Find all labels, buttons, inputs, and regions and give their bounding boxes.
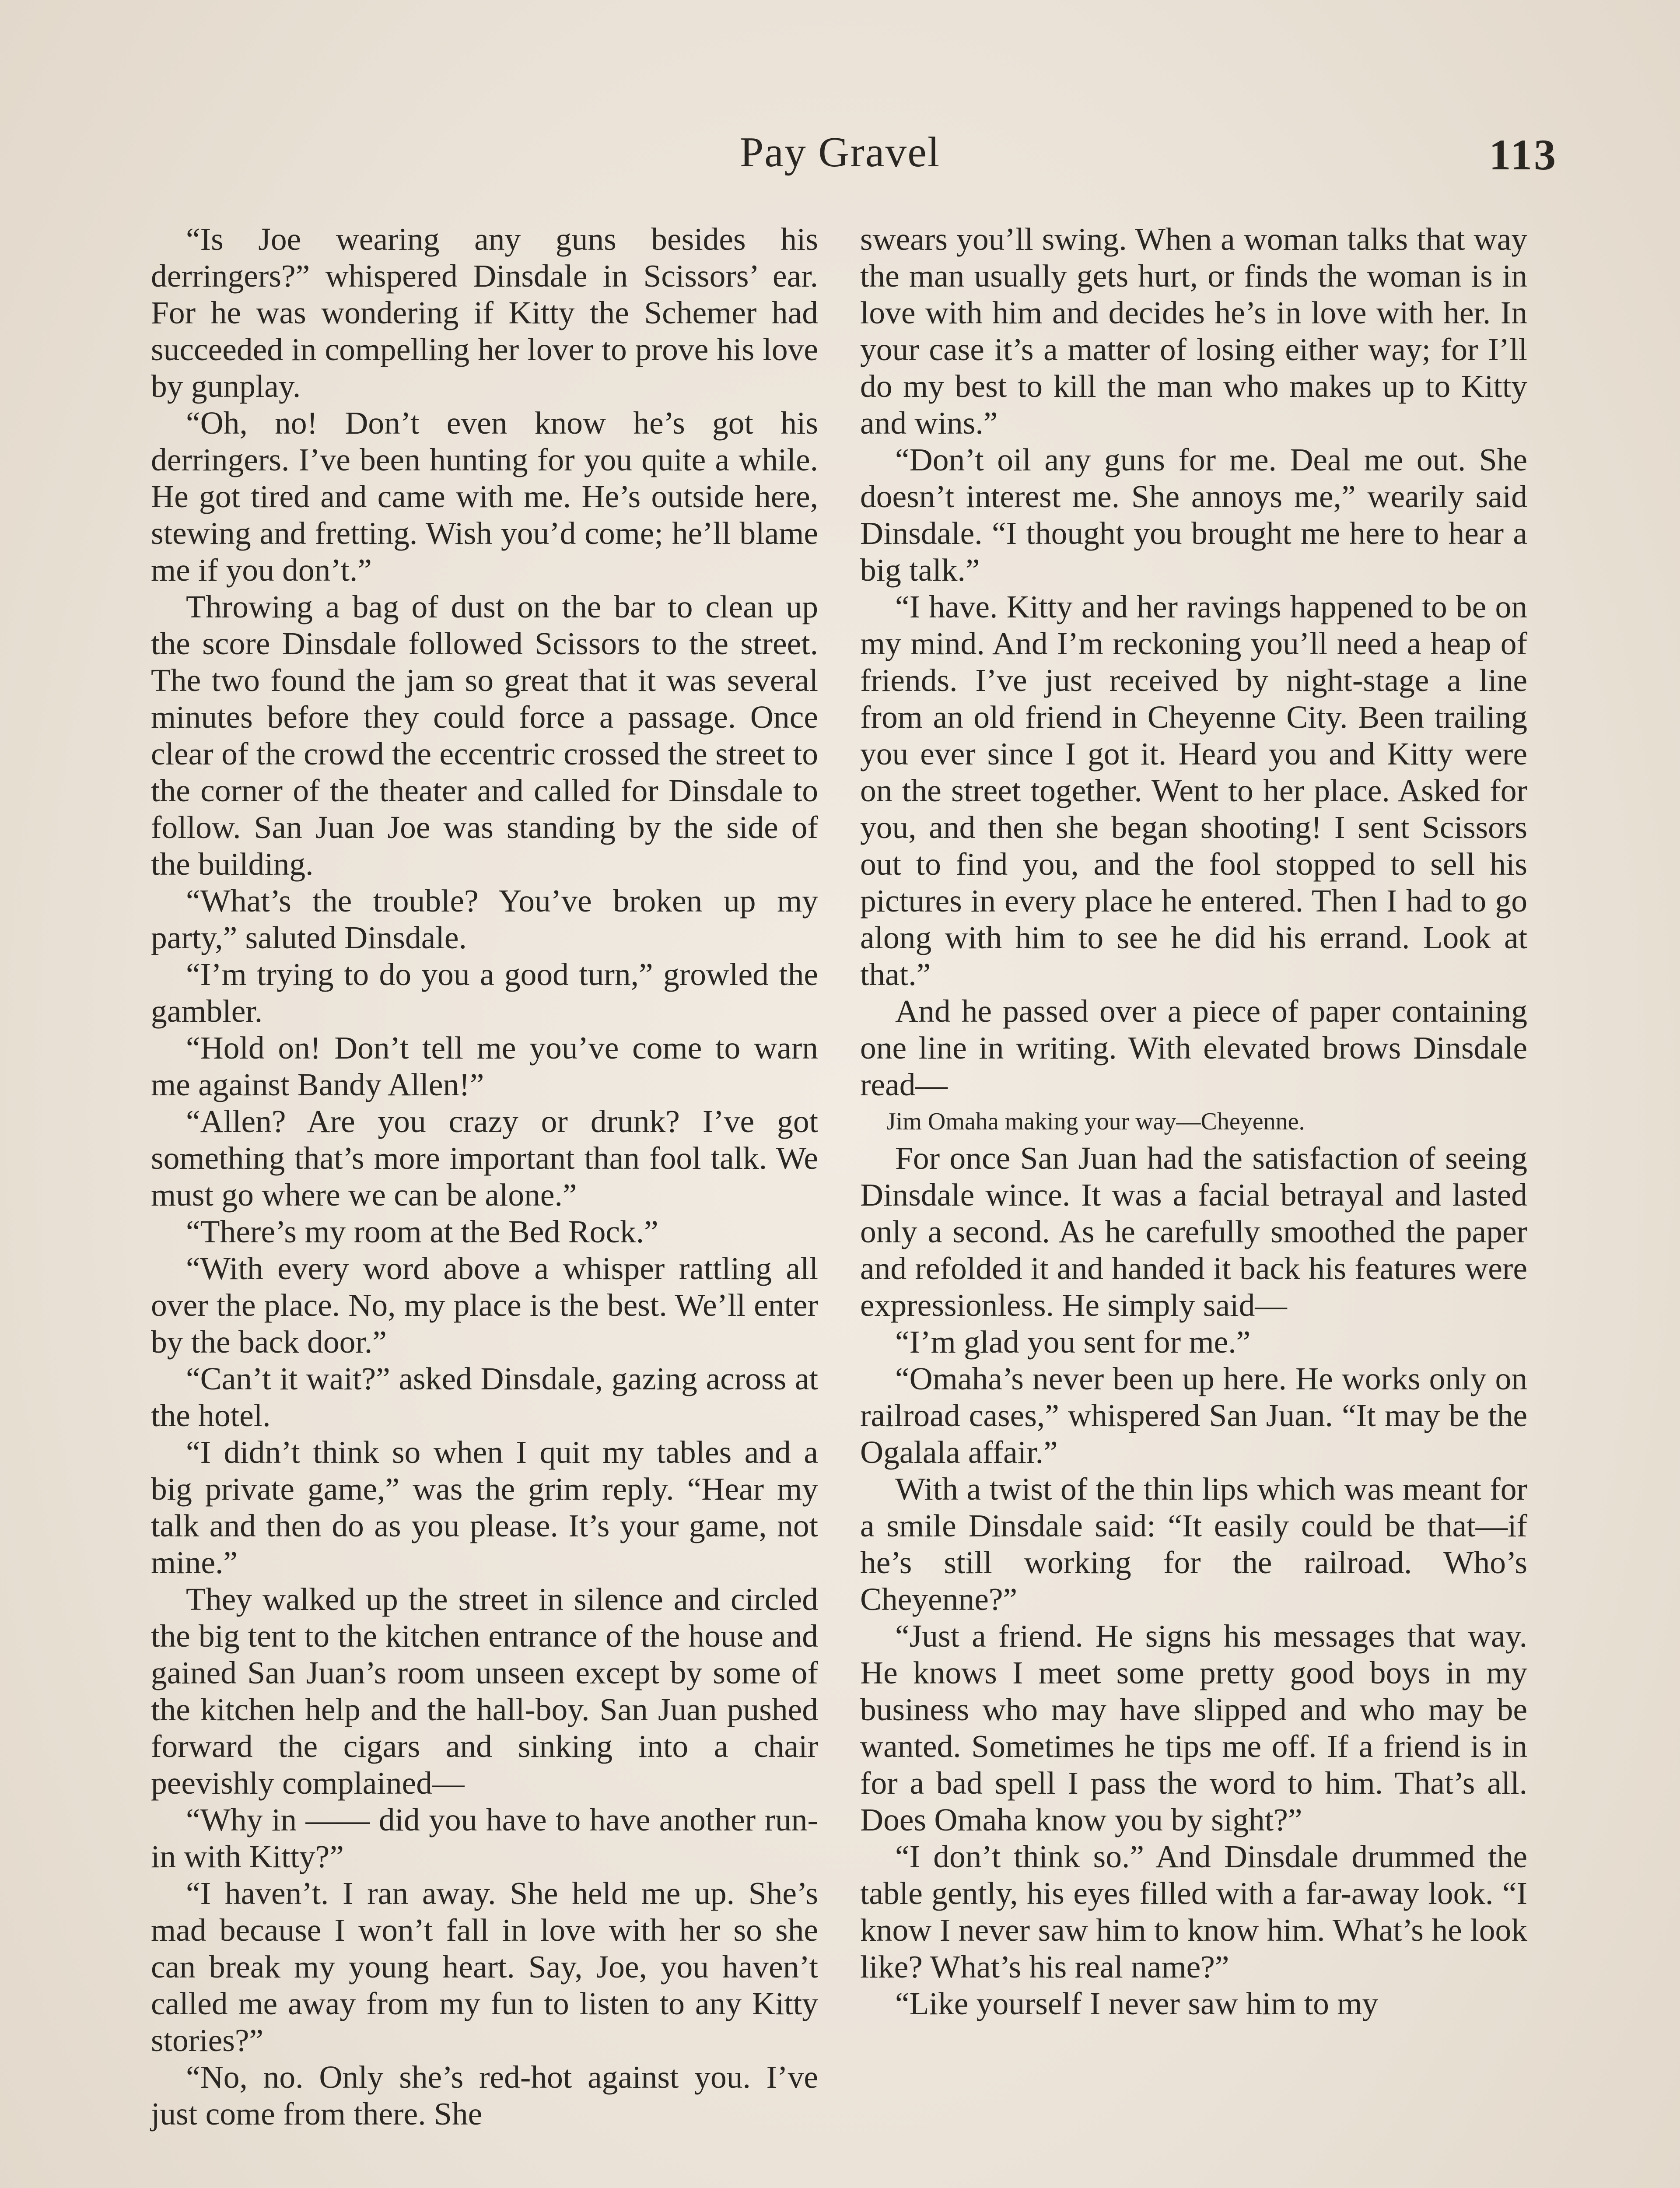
paragraph: “Is Joe wearing any guns besides his derringers?” whispered Dinsdale in Scissors’ ear. For he was wondering if Kitty the Schemer had succeeded in compelling her lover to prove his love by gunplay.: [151, 221, 818, 404]
paragraph: And he passed over a piece of paper containing one line in writing. With elevated brows Dinsdale read—: [860, 993, 1527, 1102]
paragraph: “Like yourself I never saw him to my: [895, 1986, 1379, 2021]
paragraph: “I have. Kitty and her ravings happened to be on my mind. And I’m reckoning you’ll need a heap of friends. I’ve just received by night-stage a line from an old friend in Cheyenne City. Been trailing you ever since I got it. Heard you and Kitty were on the street together. Went to her place. Asked for you, and then she began shooting! I sent Scissors out to find you, and the fool stopped to sell his pictures in every place he entered. Then I had to go along with him to see he did his errand. Look at that.”: [860, 589, 1527, 992]
paragraph: They walked up the street in silence and circled the big tent to the kitchen entrance of the house and gained San Juan’s room unseen except by some of the kitchen help and the hall-boy. San Juan pushed forward the cigars and sinking into a chair peevishly complained—: [151, 1581, 818, 1801]
paragraph: “I’m glad you sent for me.”: [895, 1324, 1251, 1360]
paragraph: “Oh, no! Don’t even know he’s got his derringers. I’ve been hunting for you quite a while. He got tired and came with me. He’s outside here, stewing and fretting. Wish you’d come; he’ll blame me if you don’t.”: [151, 405, 818, 588]
paragraph: “I didn’t think so when I quit my tables and a big private game,” was the grim reply. “Hear my talk and then do as you please. It’s your game, not mine.”: [151, 1434, 818, 1580]
paragraph: “What’s the trouble? You’ve broken up my party,” saluted Dinsdale.: [151, 883, 818, 955]
paragraph: With a twist of the thin lips which was meant for a smile Dinsdale said: “It easily could be that—if he’s still working for the railroad. Who’s Cheyenne?”: [860, 1471, 1527, 1617]
paragraph: “No, no. Only she’s red-hot against you. I’ve just come from there. She: [151, 2059, 818, 2132]
paragraph: “Just a friend. He signs his messages that way. He knows I meet some pretty good boys in my business who may have slipped and who may be wanted. Sometimes he tips me off. If a friend is in for a bad spell I pass the word to him. That’s all. Does Omaha know you by sight?”: [860, 1618, 1527, 1837]
paragraph: “Hold on! Don’t tell me you’ve come to warn me against Bandy Allen!”: [151, 1030, 818, 1102]
paragraph: “There’s my room at the Bed Rock.”: [186, 1214, 658, 1249]
left-text-column: [151, 221, 818, 2132]
paragraph: “Why in —— did you have to have another run-in with Kitty?”: [151, 1802, 818, 1874]
quoted-message: Jim Omaha making your way—Cheyenne.: [886, 1108, 1305, 1135]
paragraph: For once San Juan had the satisfaction of seeing Dinsdale wince. It was a facial betrayal and lasted only a second. As he carefully smoothed the paper and refolded it and handed it back his features were expressionless. He simply said—: [860, 1140, 1527, 1323]
paragraph: “Allen? Are you crazy or drunk? I’ve got something that’s more important than fool talk. We must go where we can be alone.”: [151, 1104, 818, 1213]
paragraph: “I’m trying to do you a good turn,” growled the gambler.: [151, 957, 818, 1029]
paragraph: “I don’t think so.” And Dinsdale drummed the table gently, his eyes filled with a far-away look. “I know I never saw him to know him. What’s he look like? What’s his real name?”: [860, 1839, 1527, 1985]
right-text-column: [860, 221, 1527, 2022]
page-number: 113: [1489, 130, 1558, 179]
paragraph: “Can’t it wait?” asked Dinsdale, gazing across at the hotel.: [151, 1361, 818, 1433]
paragraph: “Omaha’s never been up here. He works only on railroad cases,” whispered San Juan. “It may be the Ogalala affair.”: [860, 1361, 1527, 1470]
paragraph: Throwing a bag of dust on the bar to clean up the score Dinsdale followed Scissors to the street. The two found the jam so great that it was several minutes before they could force a passage. Once clear of the crowd the eccentric crossed the street to the corner of the theater and called for Dinsdale to follow. San Juan Joe was standing by the side of the building.: [151, 589, 818, 882]
paragraph: “With every word above a whisper rattling all over the place. No, my place is the best. We’ll enter by the back door.”: [151, 1251, 818, 1360]
paragraph: “I haven’t. I ran away. She held me up. She’s mad because I won’t fall in love with her so she can break my young heart. Say, Joe, you haven’t called me away from my fun to listen to any Kitty stories?”: [151, 1876, 818, 2058]
paragraph: “Don’t oil any guns for me. Deal me out. She doesn’t interest me. She annoys me,” wearily said Dinsdale. “I thought you brought me here to hear a big talk.”: [860, 442, 1527, 588]
paragraph: swears you’ll swing. When a woman talks that way the man usually gets hurt, or finds the woman is in love with him and decides he’s in love with her. In your case it’s a matter of losing either way; for I’ll do my best to kill the man who makes up to Kitty and wins.”: [860, 221, 1527, 441]
running-title: Pay Gravel: [739, 129, 941, 176]
